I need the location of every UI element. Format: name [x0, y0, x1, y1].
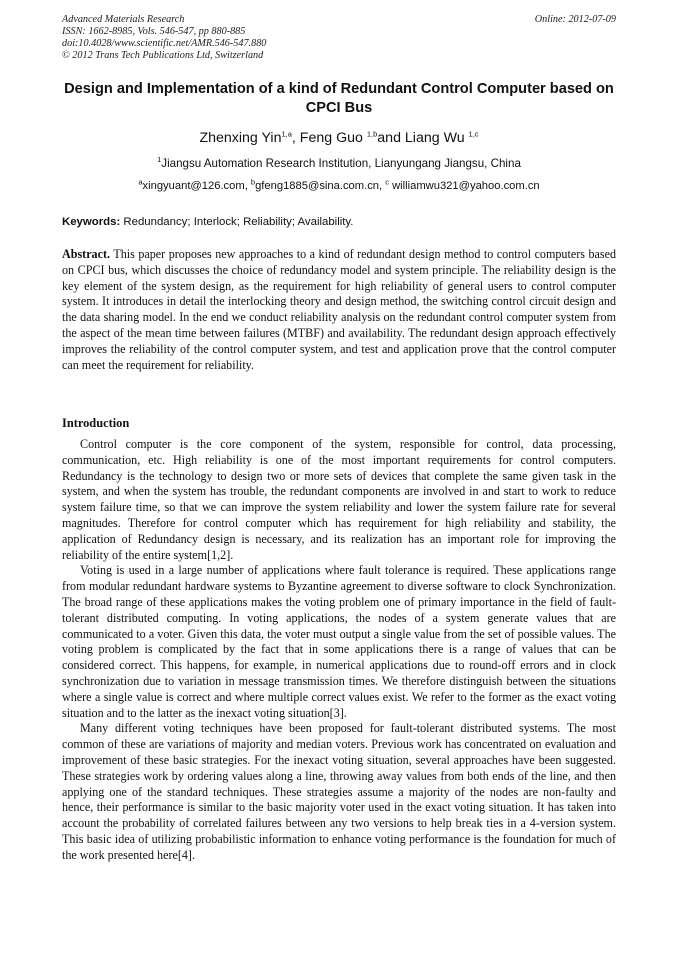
abstract — [62, 247, 616, 373]
paragraph: Voting is used in a large number of applications where fault tolerance is required. These applications range from modular redundant hardware systems to Byzantine agreement to diverse software to clock Synchronization. The broad range of these applications makes the voting problem one of primary importance in the field of fault-tolerant distributed computing. In voting applications, the nodes of a system generate values that are communicated to a voter. Given this data, the voter must output a single value from the set of possible values. The voting problem is complicated by the fact that in some applications there is a range of values that can be considered correct. This happens, for example, in numerical applications due to round-off errors and in clock synchronization due to variation in message transmission times. We therefore distinguish between the situations where a single value is correct and where multiple correct values exist. We refer to the former as the exact voting situation and to the latter as the inexact voting situation[3]. — [62, 563, 616, 720]
doi-line: doi:10.4028/www.scientific.net/AMR.546-547.880 — [62, 38, 267, 49]
email-sup: c — [385, 177, 389, 187]
affiliation-sup: 1 — [157, 155, 162, 165]
section-heading-introduction: Introduction — [62, 416, 130, 430]
keywords-label: Keywords: — [62, 216, 121, 228]
abstract-label: Abstract. — [62, 247, 111, 261]
keywords — [62, 214, 616, 230]
email-a: xingyuant@126.com, — [142, 180, 248, 192]
copyright-line: © 2012 Trans Tech Publications Ltd, Switzerland — [62, 50, 264, 61]
paragraph: Control computer is the core component of the system, responsible for control, data processing, communication, etc. High reliability is one of the most important requirements for control computers. Redundancy is the technology to design two or more sets of devices that complete the same given task in the system, and when the system has trouble, the redundant components are involved in and start to work to reduce system failure time, so that we can improve the system reliability and lower the system failure rate for several magnitudes. Therefore for control computer which has requirement for high reliability and stability, the application of Redundancy design is necessary, and its realization has an important role for improving the reliability of the entire system[1,2]. — [62, 437, 616, 562]
author-name: Zhenxing Yin — [199, 130, 282, 146]
author-sup: 1,b — [366, 129, 378, 139]
affiliation-text: Jiangsu Automation Research Institution, Lianyungang Jiangsu, China — [161, 157, 521, 170]
issn-line: ISSN: 1662-8985, Vols. 546-547, pp 880-885 — [62, 26, 246, 37]
author-sup: 1,a — [281, 129, 292, 139]
paper-title: Design and Implementation of a kind of Redundant Control Computer based on CPCI Bus — [64, 81, 614, 116]
affiliation — [62, 156, 616, 172]
author-name: Feng Guo — [299, 130, 363, 146]
journal-name: Advanced Materials Research — [62, 14, 185, 25]
journal-header — [62, 14, 616, 62]
abstract-text: This paper proposes new approaches to a kind of redundant design method to control computers based on CPCI bus, which discusses the choice of redundancy model and system principle. The reliability design is the key element of the system design, as the requirement for high reliability of general users to control computer system. It introduces in detail the interlocking theory and design method, the switching control circuit design and the data sharing model. In the end we conduct reliability analysis on the redundant control computer system from the aspect of the mean time between failures (MTBF) and availability. The redundant design approach effectively improves the reliability of the control computer system, and test and application prove that the control computer can meet the requirement for reliability. — [62, 247, 616, 372]
author-list: Zhenxing Yin$^{1,a}$, Feng Guo $^{1,b}$and Liang Wu $^{1,c}$ — [199, 129, 479, 146]
email-b: gfeng1885@sina.com.cn, — [255, 180, 383, 192]
author-name: and Liang Wu — [377, 130, 465, 146]
email-sup: b — [250, 177, 256, 187]
email-list — [62, 178, 616, 194]
keywords-text: Redundancy; Interlock; Reliability; Availability. — [123, 216, 354, 228]
online-date: Online: 2012-07-09 — [534, 14, 616, 25]
email-sup: a — [138, 177, 143, 187]
email-c: williamwu321@yahoo.com.cn — [392, 180, 540, 192]
paragraph: Many different voting techniques have been proposed for fault-tolerant distributed systems. The most common of these are variations of majority and median voters. Previous work has concentrated on evaluation and improvement of these basic strategies. For the inexact voting situation, several approaches have been suggested. These strategies work by ordering values along a line, throwing away values from both ends of the line, and then applying one of the standard techniques. These strategies assume a majority of the nodes are non-faulty and hence, their performance is similar to the basic majority voter used in the exact voting situation. It has taken into account the probability of correlated failures between any two versions to help break ties in a 4-version system. This basic idea of utilizing probabilistic information to enhance voting performance is the foundation for much of the work presented here[4]. — [62, 721, 616, 862]
introduction-body — [62, 437, 616, 864]
author-sup: 1,c — [468, 129, 479, 139]
